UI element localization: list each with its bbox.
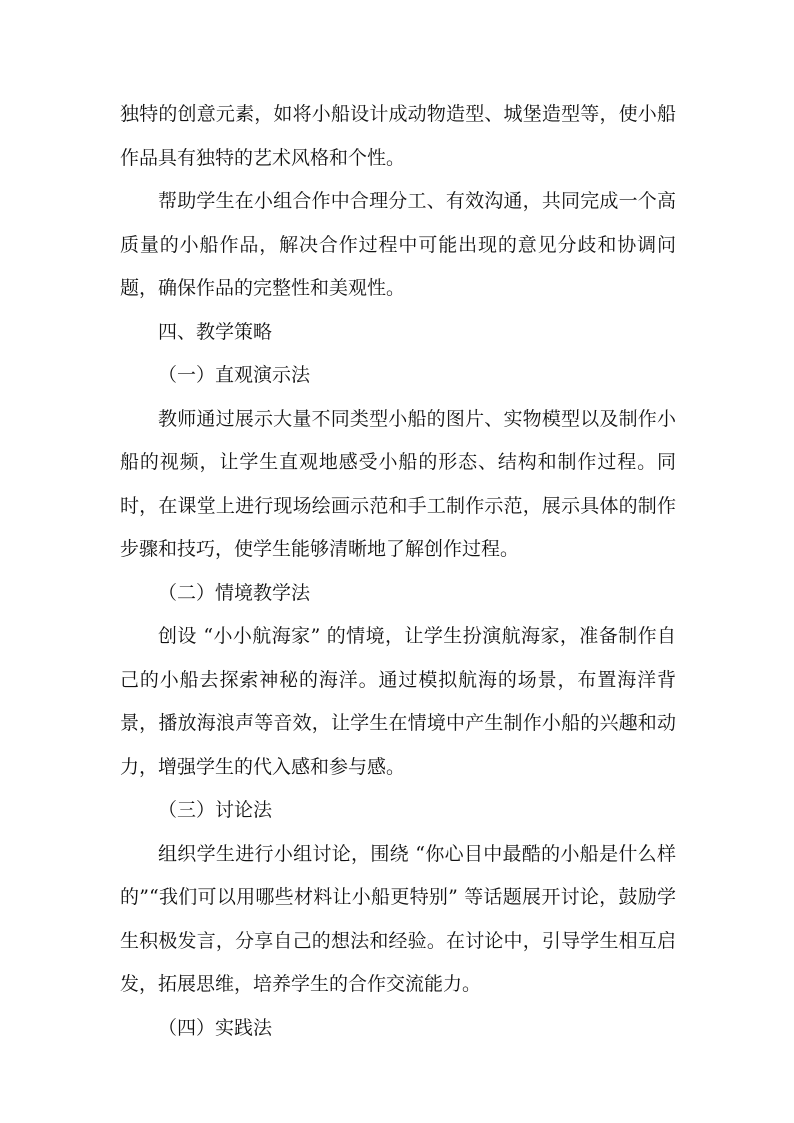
subsection-heading: （三）讨论法	[158, 799, 273, 821]
section-heading: 四、教学策略	[158, 320, 273, 343]
paragraph-continued: 独特的创意元素，如将小船设计成动物造型、城堡造型等，使小船作品具有独特的艺术风格和个性。	[120, 103, 676, 169]
paragraph: 组织学生进行小组讨论，围绕 “你心目中最酷的小船是什么样的”“我们可以用哪些材料让小船更特别” 等话题展开讨论，鼓励学生积极发言，分享自己的想法和经验。在讨论中，引导学生相互启发，拓展思维，培养学生的合作交流能力。	[120, 842, 676, 995]
paragraph: 帮助学生在小组合作中合理分工、有效沟通，共同完成一个高质量的小船作品，解决合作过程中可能出现的意见分歧和协调问题，确保作品的完整性和美观性。	[120, 190, 676, 299]
subsection-heading: （一）直观演示法	[158, 364, 311, 386]
paragraph: 教师通过展示大量不同类型小船的图片、实物模型以及制作小船的视频，让学生直观地感受小船的形态、结构和制作过程。同时，在课堂上进行现场绘画示范和手工制作示范，展示具体的制作步骤和技巧，使学生能够清晰地了解创作过程。	[120, 407, 676, 560]
subsection-heading: （二）情境教学法	[158, 581, 311, 604]
subsection-heading: （四）实践法	[158, 1016, 273, 1039]
document-body	[120, 93, 676, 1050]
paragraph: 创设 “小小航海家” 的情境，让学生扮演航海家，准备制作自己的小船去探索神秘的海洋。通过模拟航海的场景，布置海洋背景，播放海浪声等音效，让学生在情境中产生制作小船的兴趣和动力，增强学生的代入感和参与感。	[120, 625, 676, 778]
